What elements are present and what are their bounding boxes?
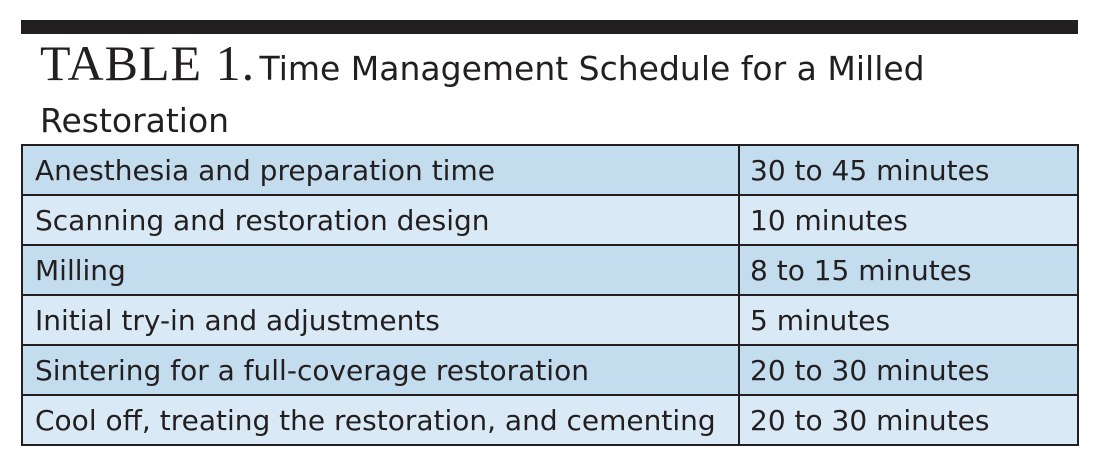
table-title xyxy=(40,35,1080,141)
table-row xyxy=(22,245,1078,295)
task-cell: Sintering for a full-coverage restoration xyxy=(22,345,739,395)
task-cell: Initial try-in and adjustments xyxy=(22,295,739,345)
top-rule xyxy=(21,20,1078,34)
table-title-text-line2: Restoration xyxy=(40,101,230,140)
table-row xyxy=(22,195,1078,245)
table-title-text: Time Management Schedule for a Milled xyxy=(259,49,925,88)
table-row xyxy=(22,295,1078,345)
time-cell: 5 minutes xyxy=(739,295,1078,345)
task-cell: Milling xyxy=(22,245,739,295)
table-number: TABLE 1. xyxy=(40,35,256,91)
task-cell: Cool off, treating the restoration, and cementing xyxy=(22,395,739,445)
time-cell: 8 to 15 minutes xyxy=(739,245,1078,295)
table-row xyxy=(22,395,1078,445)
schedule-table xyxy=(21,144,1079,446)
table-row xyxy=(22,345,1078,395)
time-cell: 20 to 30 minutes xyxy=(739,395,1078,445)
time-cell: 10 minutes xyxy=(739,195,1078,245)
time-cell: 30 to 45 minutes xyxy=(739,145,1078,195)
task-cell: Anesthesia and preparation time xyxy=(22,145,739,195)
table-row xyxy=(22,145,1078,195)
time-cell: 20 to 30 minutes xyxy=(739,345,1078,395)
task-cell: Scanning and restoration design xyxy=(22,195,739,245)
